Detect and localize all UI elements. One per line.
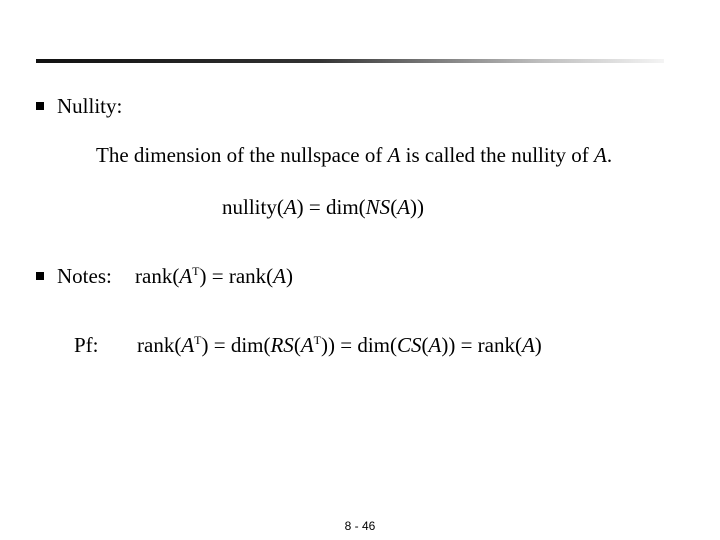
square-bullet-icon	[36, 102, 44, 110]
formula-text: ) = dim(	[296, 195, 366, 219]
proof-text: (	[421, 333, 429, 357]
proof-text: )) = dim(	[320, 333, 397, 357]
formula-text: nullity(	[222, 195, 284, 219]
notes-text: ) = rank(	[199, 264, 274, 288]
proof-label: Pf:	[74, 333, 99, 357]
square-bullet-icon	[36, 272, 44, 280]
definition-text: is called the nullity of	[400, 143, 595, 167]
proof-text: rank(	[137, 333, 182, 357]
notes-text: )	[285, 264, 293, 288]
matrix-symbol: A	[273, 264, 286, 288]
nullity-definition	[96, 145, 612, 166]
proof-text: )	[534, 333, 542, 357]
transpose-superscript: T	[194, 333, 202, 347]
matrix-symbol: A	[387, 143, 401, 167]
notes-text: rank(	[135, 264, 180, 288]
proof-text: (	[293, 333, 301, 357]
nullspace-symbol: NS	[365, 195, 391, 219]
proof-formula	[137, 335, 542, 356]
header-divider-line	[36, 59, 664, 63]
definition-text: The dimension of the nullspace of	[96, 143, 388, 167]
transpose-superscript: T	[192, 264, 200, 278]
matrix-symbol: A	[179, 264, 193, 288]
matrix-symbol: A	[181, 333, 195, 357]
transpose-superscript: T	[313, 333, 321, 347]
nullity-heading	[36, 96, 122, 117]
matrix-symbol: A	[300, 333, 314, 357]
definition-text: .	[606, 143, 613, 167]
matrix-symbol: A	[283, 195, 297, 219]
nullity-heading-text: Nullity:	[57, 94, 123, 118]
matrix-symbol: A	[397, 195, 411, 219]
matrix-symbol: A	[428, 333, 442, 357]
formula-text: ))	[410, 195, 425, 219]
formula-text: (	[390, 195, 398, 219]
matrix-symbol: A	[594, 143, 607, 167]
rowspace-symbol: RS	[270, 333, 294, 357]
notes-label: Notes:	[57, 264, 112, 288]
notes-line	[36, 266, 293, 287]
matrix-symbol: A	[521, 333, 535, 357]
page-number: 8 - 46	[344, 519, 376, 533]
nullity-formula	[222, 197, 424, 218]
proof-text: )) = rank(	[441, 333, 522, 357]
columnspace-symbol: CS	[396, 333, 422, 357]
proof-text: ) = dim(	[201, 333, 271, 357]
